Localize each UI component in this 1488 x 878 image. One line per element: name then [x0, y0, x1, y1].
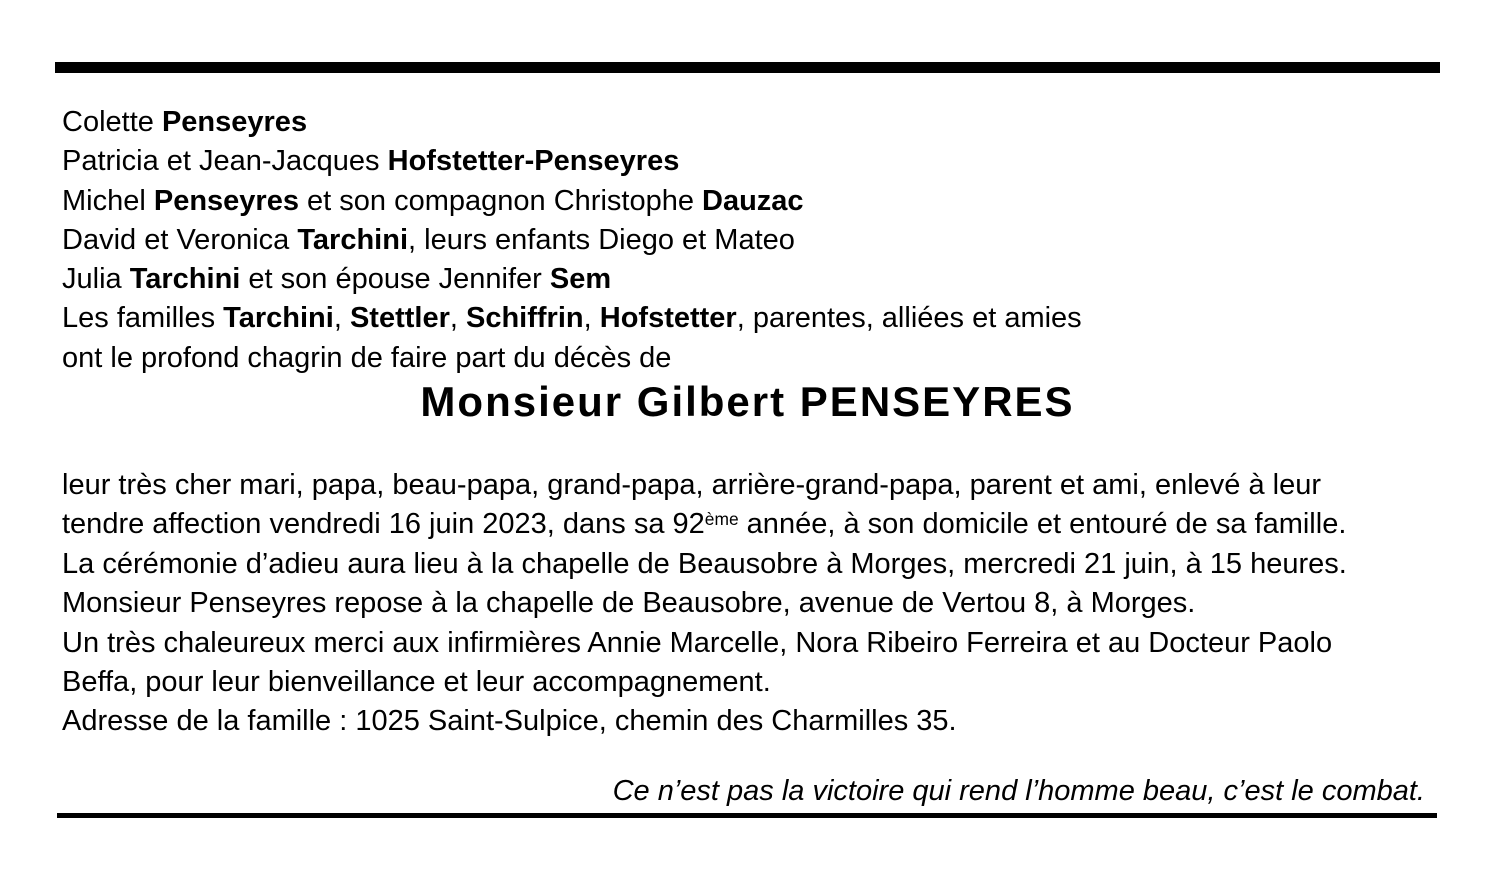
text-line	[62, 663, 1438, 702]
family-name-bold: Dauzac	[702, 184, 804, 217]
family-name-bold: Sem	[549, 263, 612, 296]
text-line	[62, 339, 1438, 378]
text-segment: Monsieur Penseyres repose à la chapelle de Beausobre, avenue de Vertou 8, à Morges.	[62, 587, 1196, 620]
text-segment: Adresse de la famille : 1025 Saint-Sulpice, chemin des Charmilles 35.	[62, 705, 957, 738]
family-names-block	[62, 103, 1438, 378]
epitaph-quote: Ce n’est pas la victoire qui rend l’homme beau, c’est le combat.	[612, 775, 1425, 807]
text-line	[62, 299, 1438, 338]
text-segment: David et Veronica	[62, 223, 298, 256]
text-line	[62, 505, 1438, 544]
text-segment: , parentes, alliées et amies	[736, 302, 1082, 335]
text-line	[62, 182, 1438, 221]
text-segment: Patricia et Jean-Jacques	[62, 145, 388, 178]
family-name-bold: Tarchini	[223, 302, 334, 335]
text-segment: et son épouse Jennifer	[240, 263, 550, 296]
top-rule	[55, 62, 1440, 73]
announcement-body-block	[62, 466, 1438, 742]
deceased-name-title: Monsieur Gilbert PENSEYRES	[420, 378, 1075, 425]
family-name-bold: Hofstetter-Penseyres	[387, 145, 680, 178]
family-name-bold: Penseyres	[153, 184, 299, 217]
text-segment: année, à son domicile et entouré de sa famille.	[738, 508, 1347, 541]
text-line	[62, 466, 1438, 505]
text-line	[62, 584, 1438, 623]
text-line	[62, 142, 1438, 181]
family-name-bold: Tarchini	[297, 223, 409, 256]
text-segment: , leurs enfants Diego et Mateo	[408, 223, 795, 256]
text-segment: Julia	[62, 263, 130, 296]
text-segment: ont le profond chagrin de faire part du décès de	[62, 341, 672, 374]
text-segment: Un très chaleureux merci aux infirmières Annie Marcelle, Nora Ribeiro Ferreira et au Docteur Paolo	[62, 626, 1333, 659]
text-line	[62, 702, 1438, 741]
text-segment: Beffa, pour leur bienveillance et leur accompagnement.	[62, 666, 771, 699]
text-segment: et son compagnon Christophe	[298, 184, 703, 217]
text-segment: La cérémonie d’adieu aura lieu à la chapelle de Beausobre à Morges, mercredi 21 juin, à 15 heures.	[62, 547, 1347, 580]
text-segment: Michel	[62, 184, 154, 217]
text-line	[62, 221, 1438, 260]
text-line	[62, 545, 1438, 584]
text-segment: ,	[449, 302, 466, 335]
text-line	[62, 260, 1438, 299]
family-name-bold: Schiffrin	[466, 302, 584, 335]
bottom-rule	[57, 813, 1437, 818]
text-segment: ème	[704, 509, 739, 530]
text-segment: tendre affection vendredi 16 juin 2023, dans sa 92	[62, 508, 705, 541]
family-name-bold: Stettler	[349, 302, 450, 335]
family-name-bold: Tarchini	[129, 263, 241, 296]
text-segment: ,	[583, 302, 600, 335]
text-segment: Colette	[62, 106, 162, 138]
text-segment: Les familles	[62, 302, 224, 335]
text-line	[62, 624, 1438, 663]
family-name-bold: Penseyres	[161, 106, 308, 138]
family-name-bold: Hofstetter	[599, 302, 737, 335]
text-line	[62, 103, 1438, 142]
text-segment: ,	[333, 302, 350, 335]
text-segment: leur très cher mari, papa, beau-papa, grand-papa, arrière-grand-papa, parent et ami, enlevé à leur	[62, 469, 1322, 501]
